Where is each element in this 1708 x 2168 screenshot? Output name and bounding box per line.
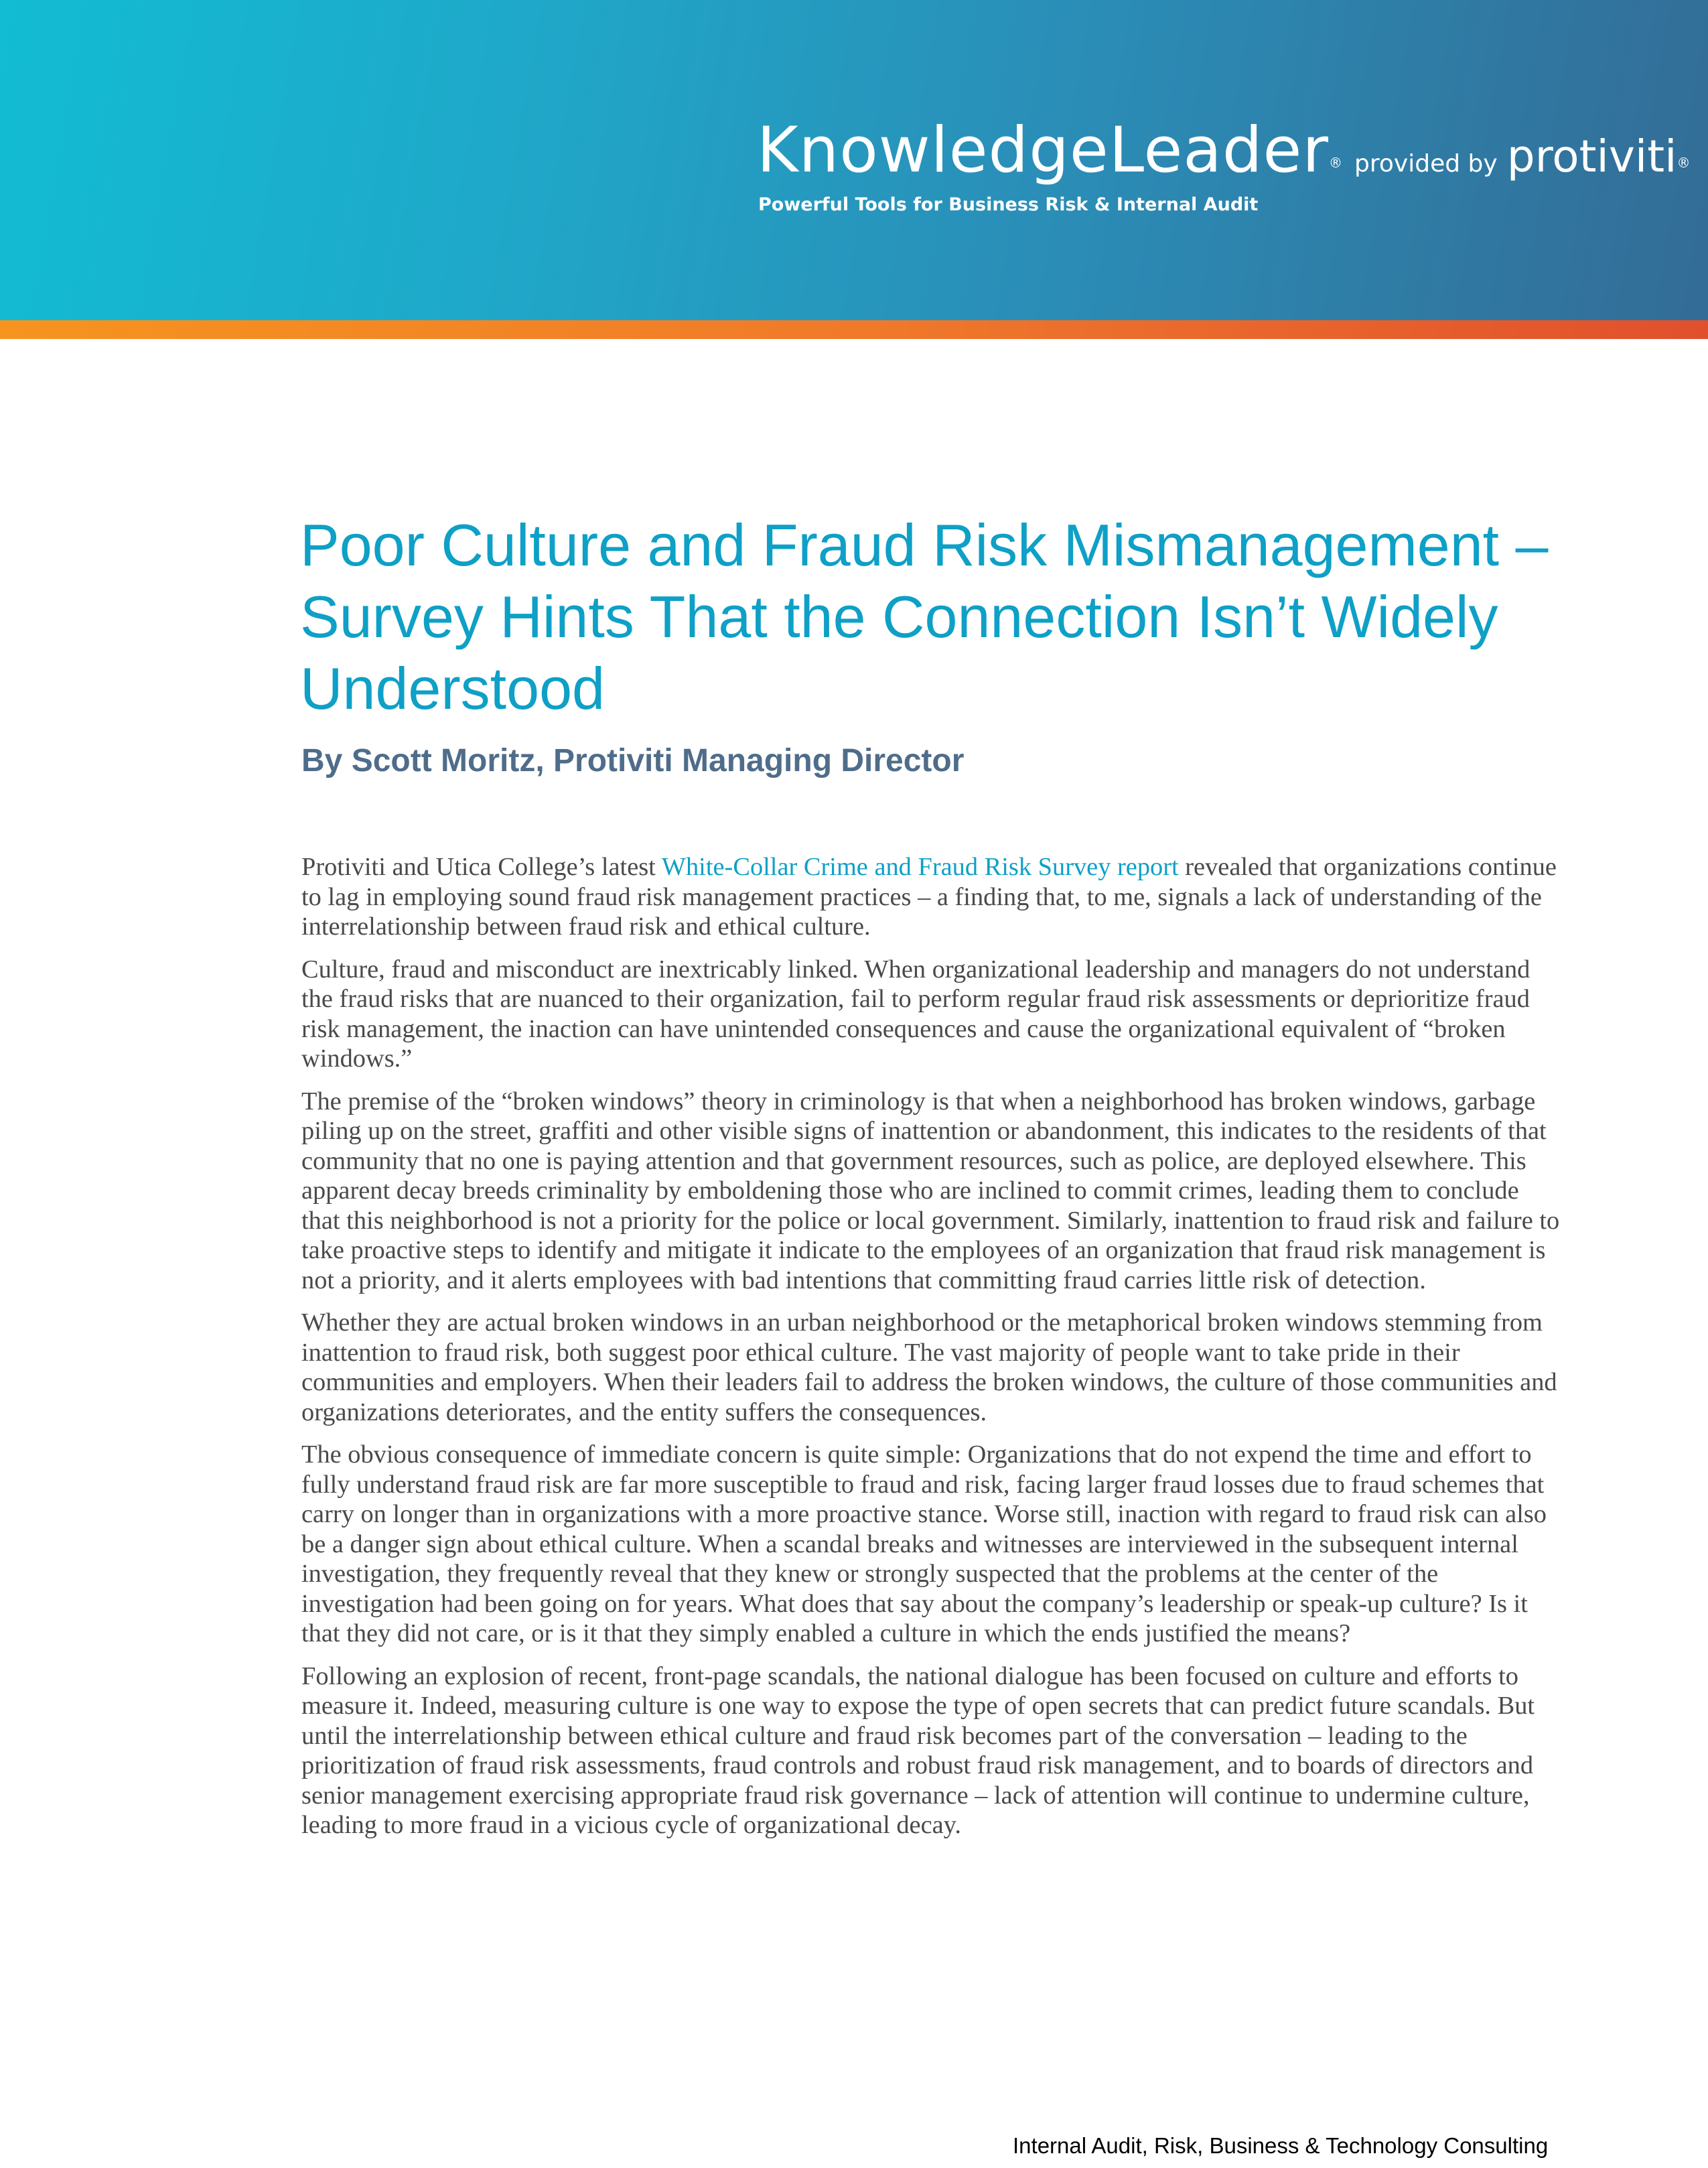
company-registered-mark: ® — [1677, 154, 1691, 171]
body-paragraph: Culture, fraud and misconduct are inextricably linked. When organizational leadership and managers do not understand the fraud risks that are nuanced to their organization, fail to perform regular fraud risk assessments or deprioritize fraud risk management, the inaction can have unintended consequences and cause the organizational equivalent of “broken windows.” — [301, 955, 1531, 1073]
body-paragraph: The premise of the “broken windows” theory in criminology is that when a neighborhood has broken windows, garbage piling up on the street, graffiti and other visible signs of inattention or abandonment, this indicates to the residents of that community that no one is paying attention and that government resources, such as police, are deployed elsewhere. This apparent decay breeds criminality by emboldening those who are inclined to commit crimes, leading them to conclude that this neighborhood is not a priority for the police or local government. Similarly, inattention to fraud risk and failure to take proactive steps to identify and mitigate it indicate to the employees of an organization that fraud risk management is not a priority, and it alerts employees with bad intentions that committing fraud carries little risk of detection. — [301, 1087, 1560, 1294]
body-paragraph: Whether they are actual broken windows in an urban neighborhood or the metaphorical broken windows stemming from inattention to fraud risk, both suggest poor ethical culture. The vast majority of people want to take pride in their communities and employers. When their leaders fail to address the broken windows, the culture of those communities and organizations deteriorates, and the entity suffers the consequences. — [301, 1308, 1557, 1426]
article-byline: By Scott Moritz, Protiviti Managing Director — [301, 743, 965, 778]
brand-logo — [757, 114, 1702, 187]
article-body — [301, 852, 1561, 1853]
brand-name: KnowledgeLeader — [757, 114, 1330, 187]
body-paragraph: The obvious consequence of immediate concern is quite simple: Organizations that do not expend the time and effort to fully understand fraud risk are far more susceptible to fraud and risk, facing larger fraud losses due to fraud schemes that carry on longer than in organizations with a more proactive stance. Worse still, inaction with regard to fraud risk can also be a danger sign about ethical culture. When a scandal breaks and witnesses are interviewed in the subsequent internal investigation, they frequently reveal that they knew or strongly suspected that the problems at the center of the investigation had been going on for years. What does that say about the company’s leadership or speak-up culture? Is it that they did not care, or is it that they simply enabled a culture in which the ends justified the means? — [301, 1440, 1547, 1647]
footer-text: Internal Audit, Risk, Business & Technology Consulting — [1013, 2133, 1549, 2158]
body-paragraph: Following an explosion of recent, front-page scandals, the national dialogue has been focused on culture and efforts to measure it. Indeed, measuring culture is one way to expose the type of open secrets that can predict future scandals. But until the interrelationship between ethical culture and fraud risk becomes part of the conversation – leading to the prioritization of fraud risk assessments, fraud controls and robust fraud risk management, and to boards of directors and senior management exercising appropriate fraud risk governance – lack of attention will continue to undermine culture, leading to more fraud in a vicious cycle of organizational decay. — [301, 1662, 1535, 1839]
company-name: protiviti — [1506, 131, 1677, 182]
header-accent-bar — [0, 320, 1708, 339]
brand-registered-mark: ® — [1329, 154, 1343, 171]
survey-report-link[interactable]: White-Collar Crime and Fraud Risk Survey report — [661, 853, 1179, 881]
paragraph-text: revealed that organizations continue to lag in employing sound fraud risk management practices – a finding that, to me, signals a lack of understanding of the interrelationship between fraud risk and ethical culture. — [301, 853, 1557, 941]
article-title: Poor Culture and Fraud Risk Mismanagement – Survey Hints That the Connection Isn’t Widely Understood — [300, 512, 1549, 722]
header-banner — [0, 0, 1708, 320]
brand-tagline: Powerful Tools for Business Risk & Internal Audit — [758, 194, 1259, 215]
provided-by-label: provided by — [1354, 150, 1498, 178]
body-paragraph — [301, 852, 1561, 942]
paragraph-text: Protiviti and Utica College’s latest — [301, 853, 662, 881]
